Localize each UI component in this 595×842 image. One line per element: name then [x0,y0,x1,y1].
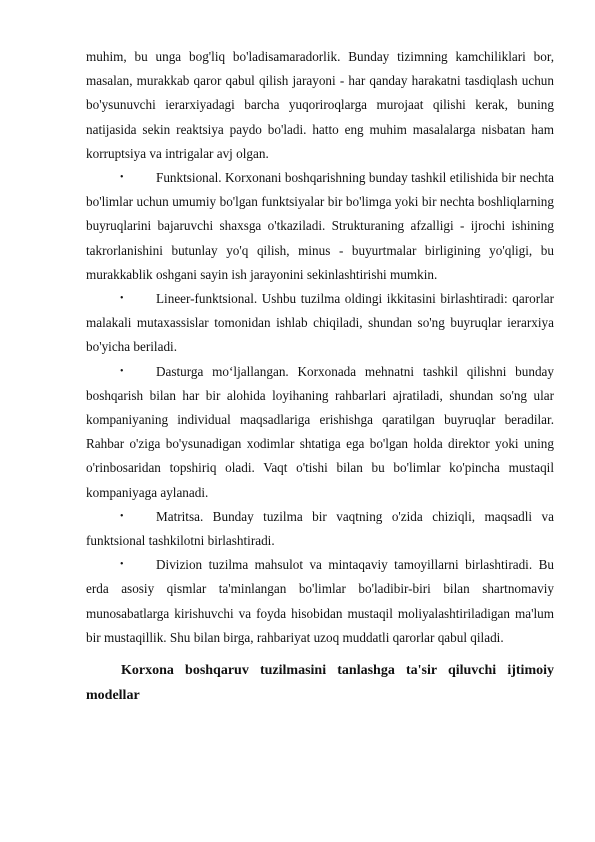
bullet-text: Lineer-funktsional. Ushbu tuzilma oldingi ikkitasini birlashtiradi: qarorlar malakali mutaxassislar tomonidan ishlab chiqiladi, shundan so'ng buyruqlar ierarxiya bo'yicha beriladi. [86,291,554,355]
bullet-item-program [86,360,554,505]
bullet-dot-icon: • [120,559,124,571]
bullet-item-divisional [86,553,554,650]
bullet-item-linear-functional [86,287,554,360]
bullet-text: Dasturga mo‘ljallangan. Korxonada mehnatni tashkil qilishni bunday boshqarish bilan har bir alohida loyihaning rahbarlari ajratiladi, shundan so'ng ular kompaniyaning individual maqsadlariga erishishga qaratilgan buyruqlar beradilar. Rahbar o'ziga bo'ysunadigan xodimlar shtatiga ega bo'lgan holda direktor yoki uning o'rinbosaridan topshiriq oladi. Vaqt o'tishi bilan bu bo'limlar ko'pincha mustaqil kompaniyaga aylanadi. [86,363,554,500]
section-heading: Korxona boshqaruv tuzilmasini tanlashga ta'sir qiluvchi ijtimoiy modellar [86,663,554,703]
bullet-dot-icon: • [120,365,124,377]
bullet-text: Divizion tuzilma mahsulot va mintaqaviy tamoyillarni birlashtiradi. Bu erda asosiy qismlar ta'minlangan bo'limlar bo'ladibir-biri bilan shartnomaviy munosabatlarga kirishuvchi va foyda hisobidan mustaqil moliyalashtiriladigan ma'lum bir mustaqillik. Shu bilan birga, rahbariyat uzoq muddatli qarorlar qabul qiladi. [86,557,554,645]
intro-paragraph: muhim, bu unga bog'liq bo'ladisamaradorlik. Bunday tizimning kamchiliklari bor, masalan, murakkab qaror qabul qilish jarayoni - har qanday harakatni tasdiqlash uchun bo'ysunuvchi ierarxiyadagi barcha yuqoriroqlarga murojaat qilishi kerak, buning natijasida sekin reaktsiya paydo bo'ladi. hatto eng muhim masalalarga nisbatan ham korruptsiya va intrigalar avj olgan. [86,49,554,161]
bullet-item-matrix [86,505,554,553]
bullet-dot-icon: • [120,510,124,522]
bullet-text: Funktsional. Korxonani boshqarishning bunday tashkil etilishida bir nechta bo'limlar uchun umumiy bo'lgan funktsiyalar bir bo'limga yoki bir nechta boshliqlarning buyruqlarini bajaruvchi shaxsga o'tkaziladi. Strukturaning afzalligi - ijrochi ishining takrorlanishini butunlay yo'q qilish, minus - buyurtmalar birligining yo'qligi, bu murakkablik oshgani sayin ish jarayonini sekinlashtirishi mumkin. [86,170,554,282]
bullet-dot-icon: • [120,172,124,184]
bullet-item-functional [86,166,554,287]
document-page [86,45,554,708]
bullet-text: Matritsa. Bunday tuzilma bir vaqtning o'zida chiziqli, maqsadli va funktsional tashkilotni birlashtiradi. [86,508,554,549]
bullet-dot-icon: • [120,293,124,305]
